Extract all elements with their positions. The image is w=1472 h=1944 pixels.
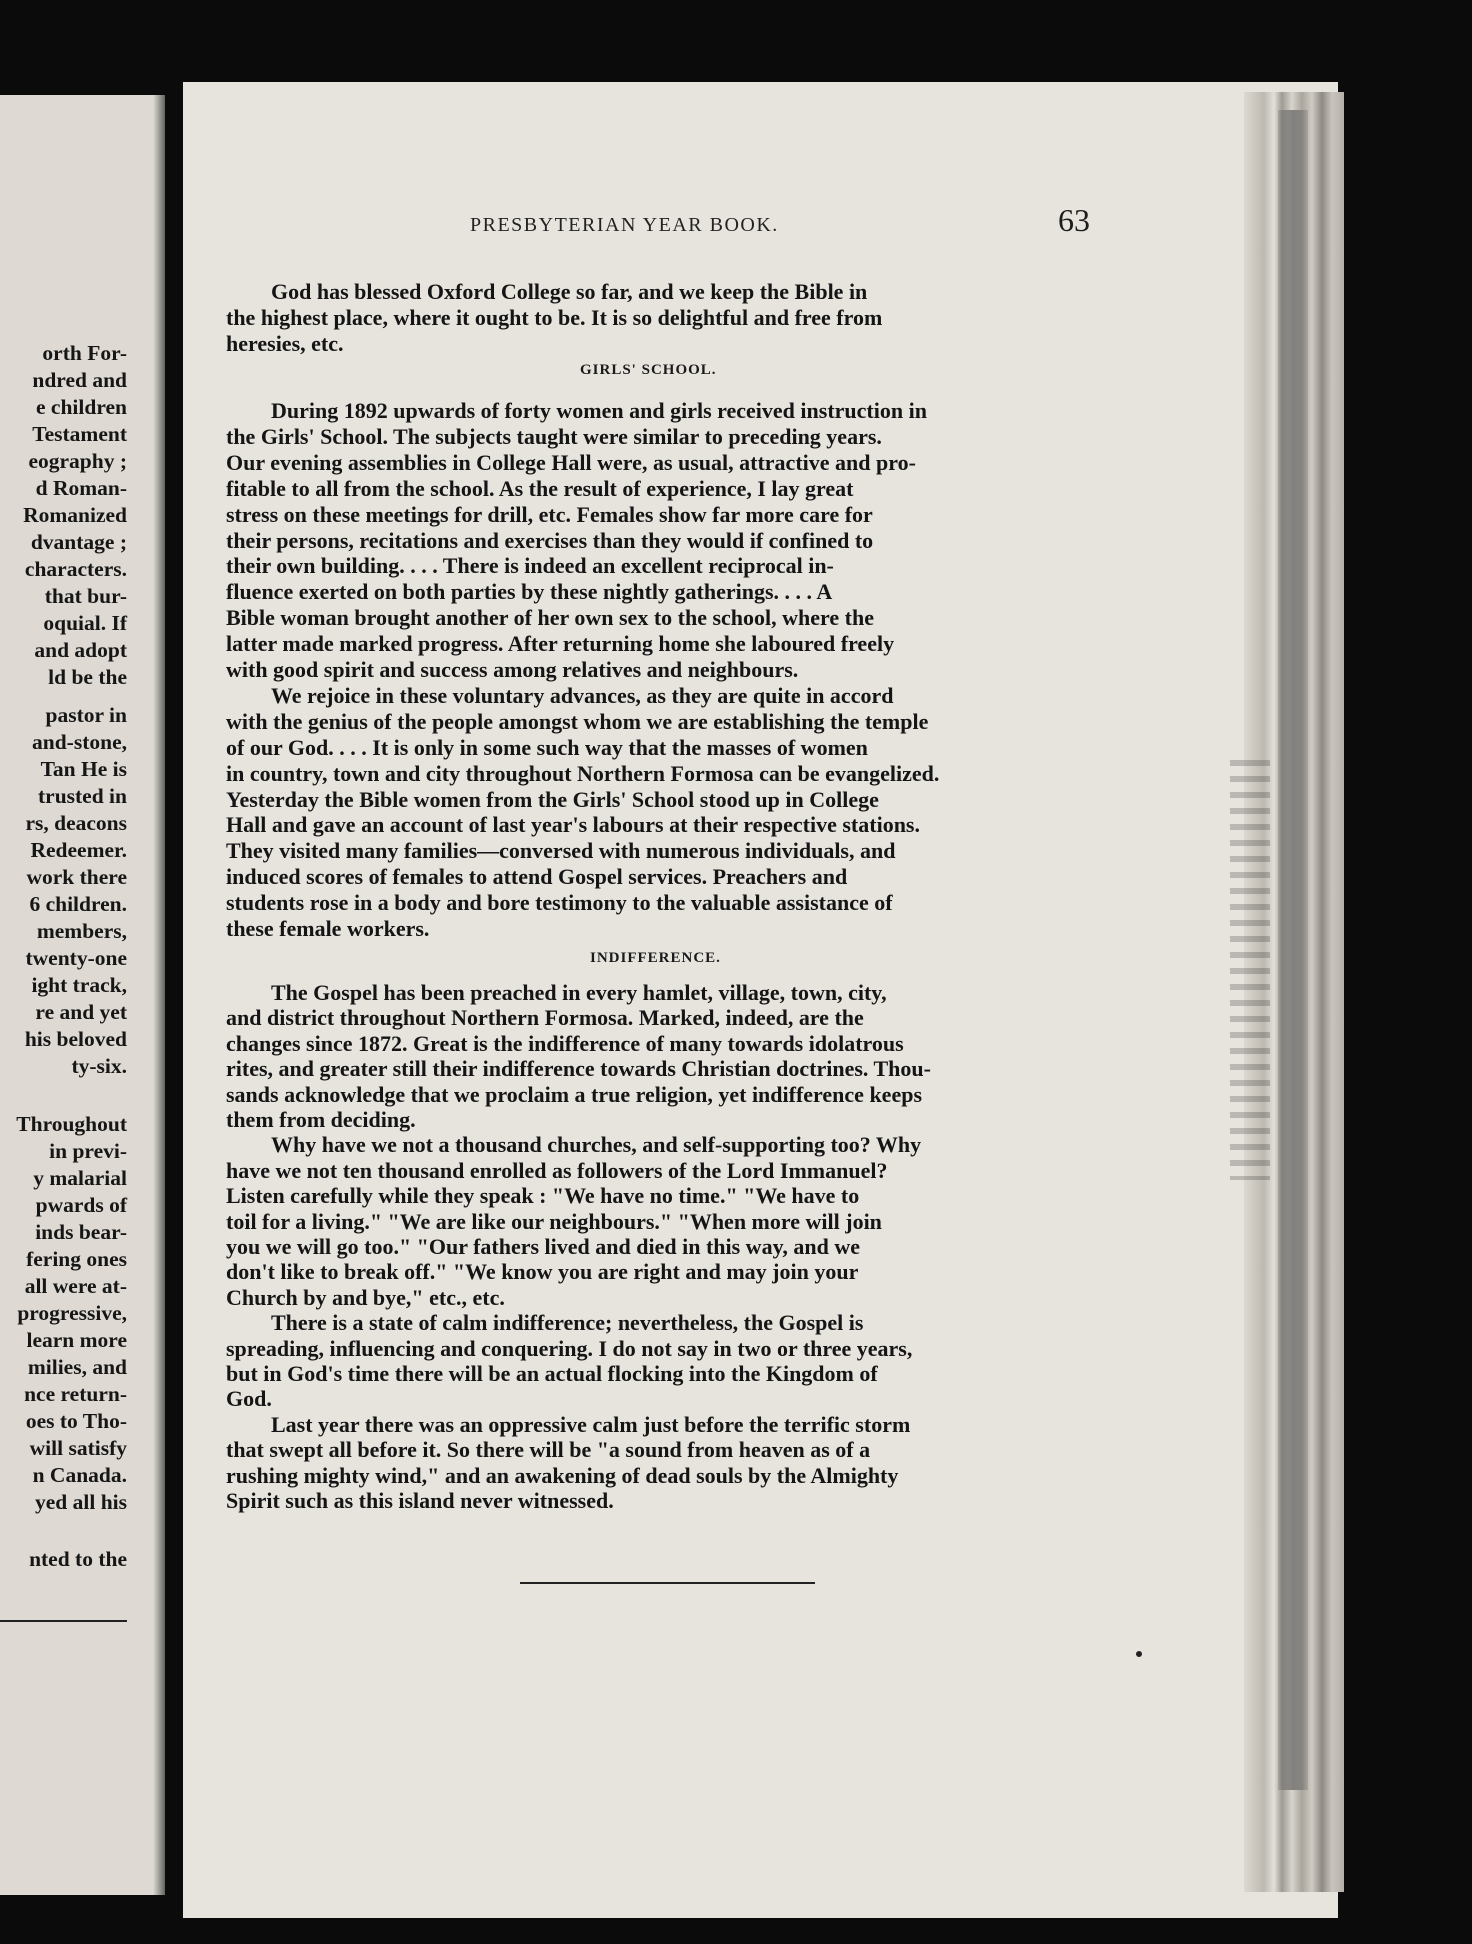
girls-school-heading: GIRLS' SCHOOL. [580, 362, 717, 378]
left-page-line: that bur- [44, 584, 127, 608]
indifference-line: Spirit such as this island never witnessed. [226, 1488, 614, 1513]
indifference-line: rushing mighty wind," and an awakening of dead souls by the Almighty [226, 1462, 899, 1488]
indifference-line: that swept all before it. So there will be "a sound from heaven as of a [226, 1437, 871, 1463]
left-page-line: work there [26, 865, 127, 889]
left-page-line: dvantage ; [30, 530, 127, 554]
indifference-line: Last year there was an oppressive calm just before the terrific storm [271, 1411, 911, 1437]
left-page-line: will satisfy [29, 1436, 127, 1460]
left-page-line: pwards of [35, 1193, 127, 1217]
indifference-line: have we not ten thousand enrolled as followers of the Lord Immanuel? [226, 1157, 888, 1183]
ink-speck [1136, 1651, 1142, 1657]
left-page-line: and-stone, [32, 730, 127, 754]
left-page-line: oquial. If [43, 611, 127, 635]
girls-school-line: stress on these meetings for drill, etc. Females show far more care for [226, 501, 873, 527]
indifference-line: changes since 1872. Great is the indifference of many towards idolatrous [226, 1030, 904, 1056]
girls-school-line: Bible woman brought another of her own sex to the school, where the [226, 605, 874, 631]
left-page-line: y malarial [33, 1166, 127, 1190]
left-page-line: twenty-one [25, 946, 127, 970]
girls-school-line: with the genius of the people amongst whom we are establishing the temple [226, 708, 929, 734]
girls-school-line: latter made marked progress. After returning home she laboured freely [226, 631, 895, 657]
girls-school-line: the Girls' School. The subjects taught were similar to preceding years. [226, 423, 882, 449]
intro-line: the highest place, where it ought to be. It is so delightful and free from [226, 305, 883, 330]
girls-school-line: induced scores of females to attend Gospel services. Preachers and [226, 864, 848, 890]
indifference-line: and district throughout Northern Formosa. Marked, indeed, are the [226, 1005, 864, 1031]
girls-school-line: of our God. . . . It is only in some such way that the masses of women [226, 734, 868, 760]
left-page-line: ight track, [31, 973, 127, 997]
indifference-line: them from deciding. [226, 1107, 416, 1132]
girls-school-line: fluence exerted on both parties by these nightly gatherings. . . . A [226, 579, 833, 605]
girls-school-line: Hall and gave an account of last year's labours at their respective stations. [226, 812, 920, 838]
girls-school-line: Yesterday the Bible women from the Girls' School stood up in College [226, 786, 879, 812]
girls-school-line: During 1892 upwards of forty women and girls received instruction in [271, 398, 927, 423]
left-page-line: nted to the [29, 1547, 127, 1571]
gutter-shadow [153, 95, 165, 1895]
left-facing-page [0, 95, 165, 1895]
left-page-line: ndred and [32, 368, 127, 392]
indifference-line: sands acknowledge that we proclaim a true religion, yet indifference keeps [226, 1081, 923, 1107]
girls-school-line: We rejoice in these voluntary advances, as they are quite in accord [271, 682, 894, 708]
end-rule [520, 1582, 815, 1584]
girls-school-line: students rose in a body and bore testimony to the valuable assistance of [226, 890, 893, 916]
page-edge-shadow [1278, 110, 1308, 1790]
girls-school-line: in country, town and city throughout Northern Formosa can be evangelized. [226, 760, 940, 786]
indifference-line: toil for a living." "We are like our neighbours." "When more will join [226, 1208, 882, 1234]
left-page-line: his beloved [24, 1027, 127, 1051]
girls-school-line: They visited many families—conversed with numerous individuals, and [226, 838, 896, 864]
left-page-line: ty-six. [71, 1054, 127, 1078]
indifference-line: you we will go too." "Our fathers lived and died in this way, and we [226, 1234, 860, 1259]
indifference-line: but in God's time there will be an actual flocking into the Kingdom of [226, 1361, 878, 1386]
left-page-line: nce return- [24, 1382, 127, 1406]
left-page-line: re and yet [35, 1000, 127, 1024]
running-head: PRESBYTERIAN YEAR BOOK. [470, 214, 779, 236]
left-page-line: pastor in [45, 703, 127, 727]
girls-school-line: Our evening assemblies in College Hall were, as usual, attractive and pro- [226, 449, 916, 475]
left-page-line: ld be the [48, 665, 127, 689]
left-page-line: progressive, [17, 1301, 127, 1325]
left-page-line: inds bear- [35, 1220, 127, 1244]
girls-school-line: their own building. . . . There is indeed an excellent reciprocal in- [226, 553, 834, 579]
library-stamp-mark [1230, 760, 1270, 1180]
left-page-line: eography ; [28, 449, 127, 473]
girls-school-line: with good spirit and success among relatives and neighbours. [226, 657, 799, 682]
indifference-line: Church by and bye," etc., etc. [226, 1284, 505, 1310]
intro-line: heresies, etc. [226, 331, 344, 356]
girls-school-line: their persons, recitations and exercises than they would if confined to [226, 527, 874, 553]
left-page-line: orth For- [42, 341, 127, 365]
indifference-line: rites, and greater still their indifference towards Christian doctrines. Thou- [226, 1056, 931, 1082]
girls-school-line: fitable to all from the school. As the result of experience, I lay great [226, 475, 854, 501]
left-page-line: yed all his [35, 1490, 127, 1514]
left-page-line: in previ- [49, 1139, 127, 1163]
left-page-line: e children [36, 395, 127, 419]
left-page-line: fering ones [26, 1247, 127, 1271]
indifference-line: The Gospel has been preached in every hamlet, village, town, city, [271, 980, 887, 1005]
left-page-line: milies, and [27, 1355, 127, 1379]
left-page-footnote-rule [0, 1620, 127, 1622]
indifference-line: don't like to break off." "We know you are right and may join your [226, 1259, 859, 1285]
left-page-line: characters. [24, 557, 127, 581]
left-page-line: Romanized [23, 503, 127, 527]
left-page-line: all were at- [24, 1274, 127, 1298]
left-page-line: Throughout [16, 1112, 127, 1136]
left-page-line: d Roman- [35, 476, 127, 500]
left-page-line: rs, deacons [25, 811, 127, 835]
indifference-heading: INDIFFERENCE. [590, 950, 721, 966]
page-number: 63 [1058, 202, 1090, 238]
indifference-line: God. [226, 1386, 272, 1412]
left-page-line: members, [36, 919, 127, 943]
left-page-line: learn more [26, 1328, 127, 1352]
indifference-line: spreading, influencing and conquering. I do not say in two or three years, [226, 1335, 913, 1361]
intro-line: God has blessed Oxford College so far, and we keep the Bible in [271, 279, 868, 304]
left-page-line: Testament [32, 422, 127, 446]
girls-school-line: these female workers. [226, 916, 430, 941]
left-page-line: n Canada. [32, 1463, 127, 1487]
indifference-line: There is a state of calm indifference; nevertheless, the Gospel is [271, 1310, 864, 1336]
left-page-line: trusted in [38, 784, 127, 808]
left-page-line: Tan He is [40, 757, 127, 781]
indifference-line: Listen carefully while they speak : "We have no time." "We have to [226, 1183, 860, 1209]
left-page-line: and adopt [34, 638, 127, 662]
indifference-line: Why have we not a thousand churches, and self-supporting too? Why [271, 1132, 922, 1158]
left-page-line: Redeemer. [30, 838, 127, 862]
left-page-line: 6 children. [29, 892, 127, 916]
left-page-line: oes to Tho- [25, 1409, 127, 1433]
